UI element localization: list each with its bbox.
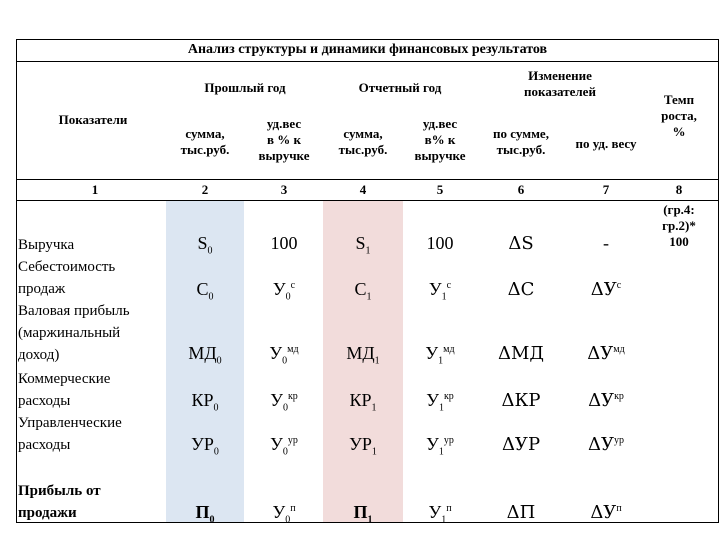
row-label: Прибыль от продажи bbox=[18, 483, 101, 521]
column-number-7: 7 bbox=[602, 182, 610, 197]
cell-share-curr: $У_1^{ур}$ bbox=[426, 434, 454, 458]
cell-share-prev: $У_0^п$ bbox=[272, 502, 296, 526]
cell-share-curr: $У_1^{кр}$ bbox=[426, 390, 454, 414]
column-number-2: 2 bbox=[201, 182, 209, 197]
header-change: Изменение показателей bbox=[524, 68, 596, 99]
column-number-4: 4 bbox=[359, 182, 367, 197]
cell-sum-prev: $КР_0$ bbox=[191, 390, 219, 414]
cell-share-curr: $У_1^п$ bbox=[428, 502, 452, 526]
cell-share-prev: $У_0^{кр}$ bbox=[270, 390, 298, 414]
header-share-curr: уд.вес в% к выручке bbox=[414, 116, 466, 163]
cell-sum-prev: $УР_0$ bbox=[191, 434, 219, 458]
cell-change-share: $\Delta У^{ур}$ bbox=[587, 434, 624, 455]
header-curr-year: Отчетный год bbox=[358, 80, 442, 95]
cell-share-prev: 100 bbox=[270, 233, 298, 253]
cell-sum-prev: $S_0$ bbox=[197, 233, 213, 257]
header-sum-curr: сумма, тыс.руб. bbox=[338, 126, 388, 157]
header-by-sum: по сумме, тыс.руб. bbox=[493, 126, 549, 157]
header-prev-year: Прошлый год bbox=[204, 80, 286, 95]
cell-sum-curr: $S_1$ bbox=[355, 233, 371, 257]
cell-change-share: $\Delta У^{кр}$ bbox=[588, 390, 624, 411]
column-number-6: 6 bbox=[517, 182, 525, 197]
cell-change-share: $\Delta У^{мд}$ bbox=[587, 343, 625, 364]
cell-change-sum: ΔС bbox=[507, 279, 535, 300]
row-label: Валовая прибыль (маржинальный доход) bbox=[18, 303, 130, 363]
title-row-divider bbox=[16, 61, 719, 62]
column-number-5: 5 bbox=[436, 182, 444, 197]
cell-change-sum: ΔКР bbox=[501, 390, 541, 411]
cell-share-curr: 100 bbox=[426, 233, 454, 253]
cell-sum-curr: $П_1$ bbox=[353, 502, 373, 526]
cell-change-sum: ΔП bbox=[506, 502, 536, 523]
column-number-1: 1 bbox=[91, 182, 99, 197]
cell-sum-prev: $С_0$ bbox=[196, 279, 214, 303]
row-label: Управленческие расходы bbox=[18, 415, 122, 453]
cell-change-share: $\Delta У^п$ bbox=[590, 502, 622, 523]
row-label: Коммерческие расходы bbox=[18, 371, 111, 409]
cell-sum-curr: $МД_1$ bbox=[346, 343, 380, 367]
cell-sum-curr: $С_1$ bbox=[354, 279, 372, 303]
cell-share-prev: $У_0^с$ bbox=[272, 279, 296, 303]
cell-change-sum: ΔУР bbox=[501, 434, 541, 455]
cell-share-prev: $У_0^{ур}$ bbox=[270, 434, 298, 458]
header-divider bbox=[16, 179, 719, 180]
cell-share-curr: $У_1^с$ bbox=[428, 279, 452, 303]
header-sum-prev: сумма, тыс.руб. bbox=[180, 126, 230, 157]
cell-change-share: - bbox=[603, 233, 609, 253]
row-label: Выручка bbox=[18, 237, 75, 253]
cell-share-prev: $У_0^{мд}$ bbox=[269, 343, 299, 367]
cell-sum-prev: $П_0$ bbox=[195, 502, 215, 526]
number-row-divider bbox=[16, 200, 719, 201]
header-share-prev: уд.вес в % к выручке bbox=[258, 116, 310, 163]
table-title: Анализ структуры и динамики финансовых результатов bbox=[187, 42, 548, 57]
cell-change-share: $\Delta У^с$ bbox=[590, 279, 622, 300]
column-number-3: 3 bbox=[280, 182, 288, 197]
row-label: Себестоимость продаж bbox=[18, 259, 116, 297]
column-number-8: 8 bbox=[675, 182, 683, 197]
cell-change-sum: ΔS bbox=[508, 233, 534, 254]
cell-sum-prev: $МД_0$ bbox=[188, 343, 222, 367]
cell-share-curr: $У_1^{мд}$ bbox=[425, 343, 455, 367]
cell-change-sum: ΔМД bbox=[497, 343, 545, 364]
table-top-border bbox=[16, 39, 719, 40]
header-growth: Темп роста, % bbox=[661, 92, 697, 139]
cell-sum-curr: $КР_1$ bbox=[349, 390, 377, 414]
growth-formula: (гр.4: гр.2)* 100 bbox=[662, 202, 696, 249]
header-indicators: Показатели bbox=[58, 112, 128, 127]
cell-sum-curr: $УР_1$ bbox=[349, 434, 377, 458]
header-by-share: по уд. весу bbox=[575, 136, 637, 151]
